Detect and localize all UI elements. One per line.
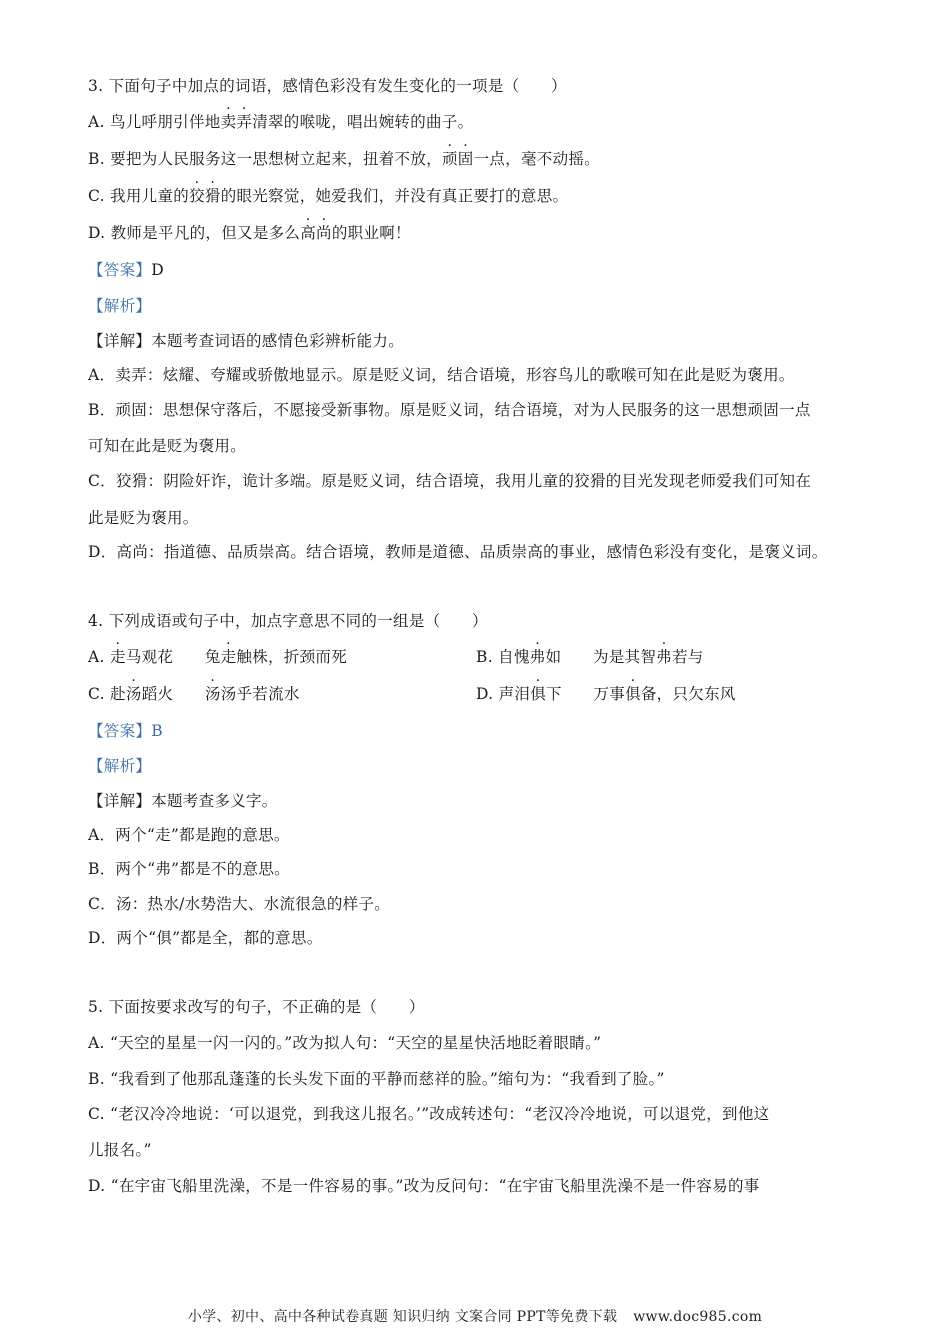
q5-option-a: A. “天空的星星一闪一闪的。”改为拟人句：“天空的星星快活地眨着眼睛。” <box>88 1034 602 1052</box>
q4-expl-c: C．汤：热水/水势浩大、水流很急的样子。 <box>88 895 391 913</box>
dotted-char: 弗 <box>529 648 546 666</box>
dotted-char: 弗 <box>656 648 672 666</box>
dotted-char: 固 <box>457 150 474 168</box>
q5-option-c: C. “老汉冷冷地说：‘可以退党，到我这儿报名。’”改成转述句：“老汉冷冷地说，可以退党，到他这 <box>88 1105 770 1123</box>
q3-expl-b-cont: 可知在此是贬为褒用。 <box>88 437 247 455</box>
q4-expl-a: A．两个“走”都是跑的意思。 <box>88 826 290 844</box>
q4-detail: 【详解】本题考查多义字。 <box>88 792 278 810</box>
q3-expl-a: A．卖弄：炫耀、夸耀或骄傲地显示。原是贬义词，结合语境，形容鸟儿的歌喉可知在此是贬为褒用。 <box>88 366 795 384</box>
dotted-char: 俱 <box>625 685 641 703</box>
q3-option-d: D. 教师是平凡的，但又是多么高尚的职业啊！ <box>88 224 411 242</box>
q4-option-b: B. 自愧弗如 为是其智弗若与 <box>476 648 704 666</box>
q3-detail: 【详解】本题考查词语的感情色彩辨析能力。 <box>88 332 405 350</box>
q3-option-b: B. 要把为人民服务这一思想树立起来，扭着不放，顽固一点，毫不动摇。 <box>88 150 600 168</box>
dotted-char: 汤 <box>125 685 142 703</box>
q3-expl-c: C．狡猾：阴险奸诈，诡计多端。原是贬义词，结合语境，我用儿童的狡猾的目光发现老师爱我们可知在 <box>88 472 812 490</box>
q5-option-b: B. “我看到了他那乱蓬蓬的长头发下面的平静而慈祥的脸。”缩句为：“我看到了脸。” <box>88 1070 665 1088</box>
q3-expl-c-cont: 此是贬为褒用。 <box>88 509 199 527</box>
q5-option-d: D. “在宇宙飞船里洗澡，不是一件容易的事。”改为反问句：“在宇宙飞船里洗澡不是一件容易的事 <box>88 1177 760 1195</box>
dotted-char: 卖 <box>220 113 237 131</box>
dotted-char: 汤 <box>204 685 221 703</box>
q4-option-d: D. 声泪俱下 万事俱备，只欠东风 <box>476 685 736 703</box>
q5-stem: 5. 下面按要求改写的句子，不正确的是（ ） <box>88 998 425 1016</box>
page-footer <box>0 1306 950 1326</box>
dotted-char: 走 <box>220 648 237 666</box>
dotted-char: 猾 <box>204 187 221 205</box>
dotted-char: 狡 <box>189 187 205 205</box>
q3-option-c: C. 我用儿童的狡猾的眼光察觉，她爱我们，并没有真正要打的意思。 <box>88 187 569 205</box>
q4-analysis-label: 【解析】 <box>88 757 152 775</box>
q3-analysis-label: 【解析】 <box>88 297 152 315</box>
q4-stem: 4. 下列成语或句子中，加点字意思不同的一组是（ ） <box>88 612 488 630</box>
q3-expl-d: D．高尚：指道德、品质崇高。结合语境，教师是道德、品质崇高的事业，感情色彩没有变化，是褒义词。 <box>88 543 828 561</box>
q3-answer: 【答案】D <box>88 261 164 279</box>
dotted-char: 俱 <box>530 685 547 703</box>
dotted-char: 弄 <box>236 113 253 131</box>
q5-option-c-cont: 儿报名。” <box>88 1141 152 1159</box>
q4-answer: 【答案】B <box>88 722 163 740</box>
q3-expl-b: B．顽固：思想保守落后，不愿接受新事物。原是贬义词，结合语境，对为人民服务的这一思想顽固一点 <box>88 401 811 419</box>
q4-option-c: C. 赴汤蹈火 汤汤乎若流水 <box>88 685 300 703</box>
dotted-char: 尚 <box>316 224 332 242</box>
q3-option-a: A. 鸟儿呼朋引伴地卖弄清翠的喉咙，唱出婉转的曲子。 <box>88 113 474 131</box>
footer-text: 小学、初中、高中各种试卷真题 知识归纳 文案合同 PPT等免费下载 <box>187 1309 618 1325</box>
dotted-char: 高 <box>300 224 317 242</box>
q4-option-a: A. 走马观花 兔走触株，折颈而死 <box>88 648 347 666</box>
dotted-char: 走 <box>109 648 126 666</box>
footer-url[interactable]: www.doc985.com <box>633 1309 763 1325</box>
q4-expl-d: D．两个“俱”都是全，都的意思。 <box>88 929 323 947</box>
dotted-char: 顽 <box>441 150 458 168</box>
q3-stem: 3. 下面句子中加点的词语，感情色彩没有发生变化的一项是（ ） <box>88 77 567 95</box>
q4-expl-b: B．两个“弗”都是不的意思。 <box>88 860 290 878</box>
